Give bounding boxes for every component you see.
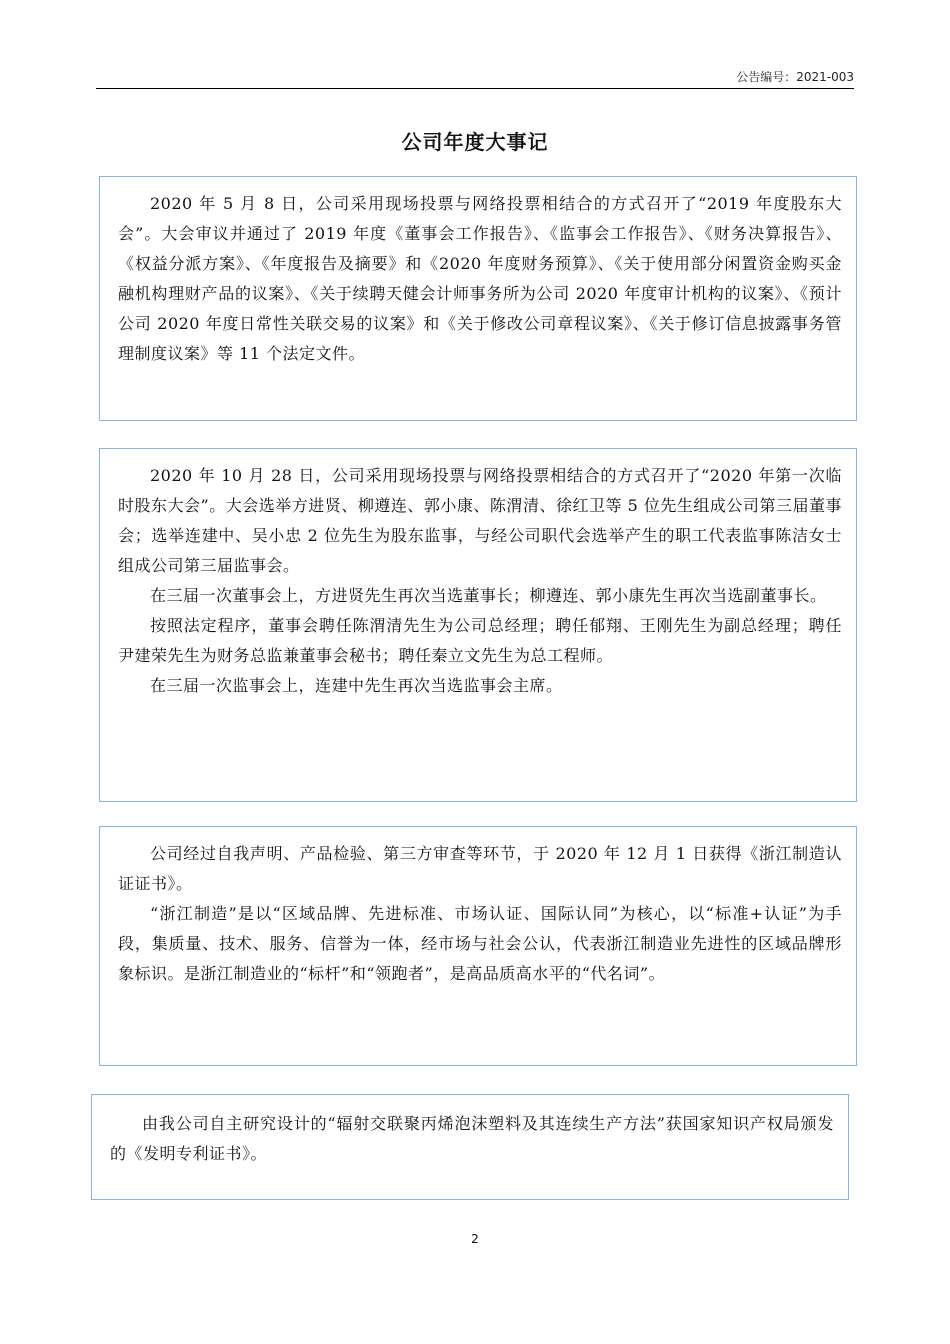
paragraph: “浙江制造”是以“区域品牌、先进标准、市场认证、国际认同”为核心，以“标准+认证”为手段，集质量、技术、服务、信誉为一体，经市场与社会公认，代表浙江制造业先进性的区域品牌形象标识。是浙江制造业的“标杆”和“领跑者”，是高品质高水平的“代名词”。 bbox=[118, 904, 842, 983]
event-box-invention-patent bbox=[91, 1094, 849, 1200]
event-box-board-election bbox=[99, 448, 857, 802]
paragraph: 在三届一次监事会上，连建中先生再次当选监事会主席。 bbox=[150, 676, 563, 695]
paragraph: 公司经过自我声明、产品检验、第三方审查等环节，于 2020 年 12 月 1 日获得《浙江制造认证证书》。 bbox=[118, 844, 842, 893]
event-box-shareholder-meeting bbox=[99, 176, 857, 421]
page-number: 2 bbox=[471, 1232, 479, 1246]
paragraph: 按照法定程序，董事会聘任陈渭清先生为公司总经理；聘任郁翔、王刚先生为副总经理；聘任尹建荣先生为财务总监兼董事会秘书；聘任秦立文先生为总工程师。 bbox=[118, 616, 842, 665]
event-box-zhejiang-made-certification bbox=[99, 826, 857, 1066]
page-title: 公司年度大事记 bbox=[401, 130, 549, 154]
announcement-code: 公告编号：2021-003 bbox=[736, 70, 854, 84]
paragraph: 由我公司自主研究设计的“辐射交联聚丙烯泡沫塑料及其连续生产方法”获国家知识产权局颁发的《发明专利证书》。 bbox=[110, 1114, 834, 1163]
paragraph: 在三届一次董事会上，方进贤先生再次当选董事长；柳遵连、郭小康先生再次当选副董事长。 bbox=[150, 586, 827, 605]
paragraph: 2020 年 10 月 28 日，公司采用现场投票与网络投票相结合的方式召开了“2020 年第一次临时股东大会”。大会选举方进贤、柳遵连、郭小康、陈渭清、徐红卫等 5 位先生组成公司第三届董事会；选举连建中、吴小忠 2 位先生为股东监事，与经公司职代会选举产生的职工代表监事陈洁女士组成公司第三届监事会。 bbox=[118, 466, 842, 575]
header-divider bbox=[96, 88, 854, 89]
paragraph: 2020 年 5 月 8 日，公司采用现场投票与网络投票相结合的方式召开了“2019 年度股东大会”。大会审议并通过了 2019 年度《董事会工作报告》、《监事会工作报告》、《财务决算报告》、《权益分派方案》、《年度报告及摘要》和《2020 年度财务预算》、《关于使用部分闲置资金购买金融机构理财产品的议案》、《关于续聘天健会计师事务所为公司 2020 年度审计机构的议案》、《预计公司 2020 年度日常性关联交易的议案》和《关于修改公司章程议案》、《关于修订信息披露事务管理制度议案》等 11 个法定文件。 bbox=[118, 194, 842, 363]
